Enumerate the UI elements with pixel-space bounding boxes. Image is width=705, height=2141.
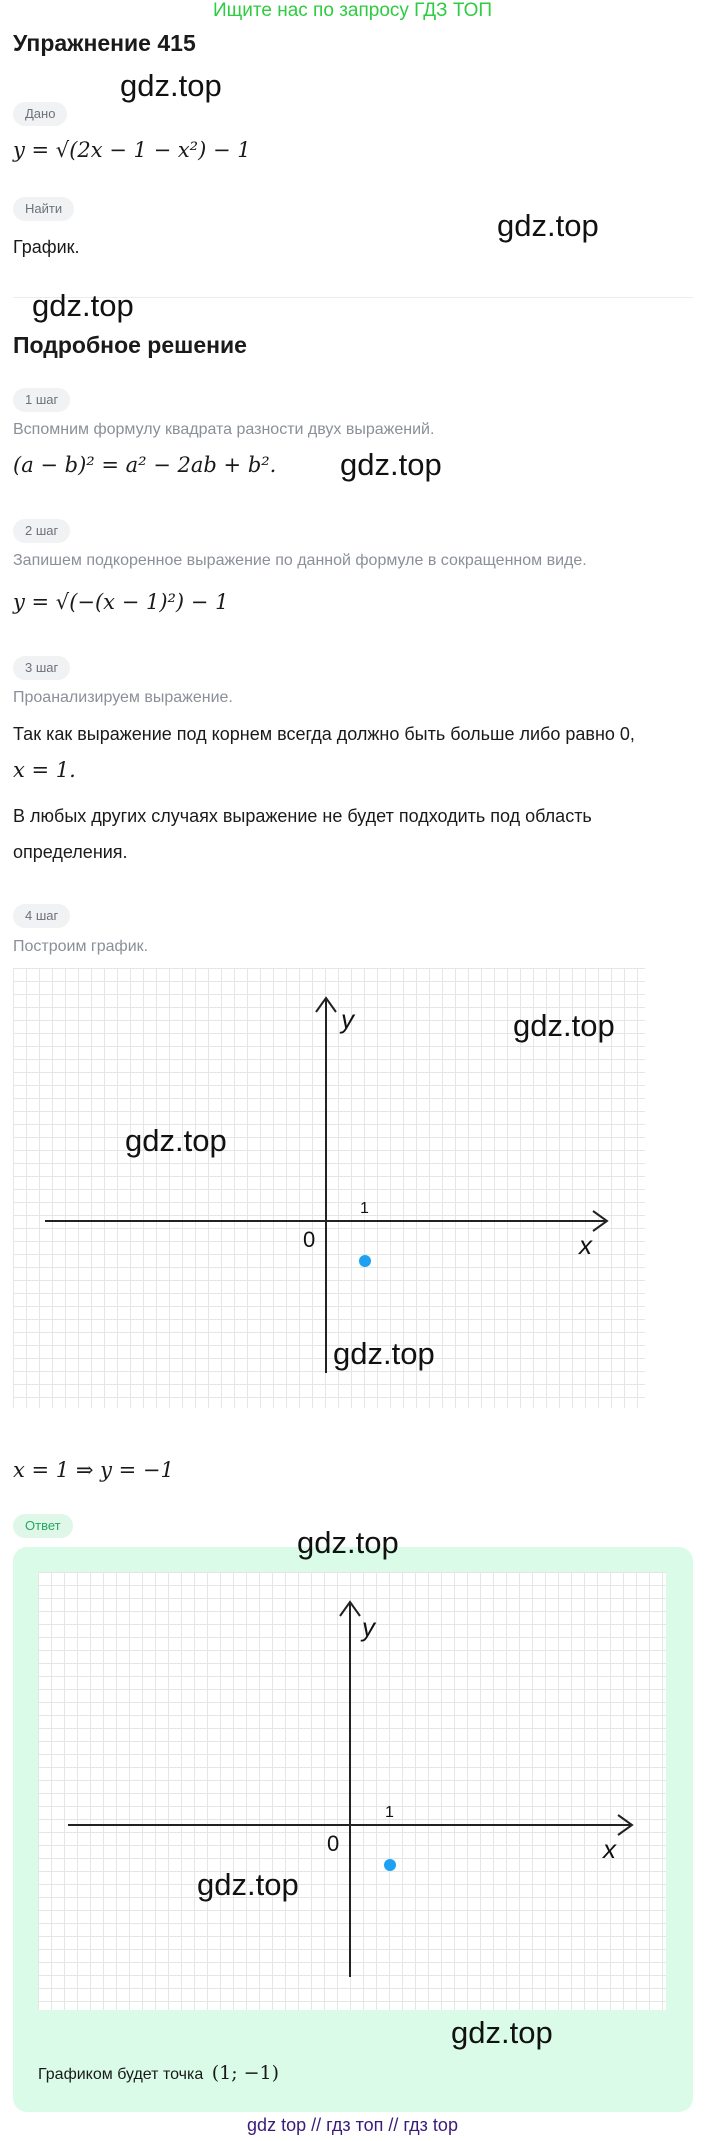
step-3-text-3: определения. [13,842,128,862]
step-1-chip: 1 шаг [13,388,70,412]
step-3-formula: x = 1. [13,758,76,782]
step-2-chip: 2 шаг [13,519,70,543]
answer-text: Графиком будет точка [38,2066,204,2083]
x-axis-label: x [603,1834,616,1864]
watermark: gdz.top [340,447,442,482]
watermark: gdz.top [32,288,134,323]
watermark: gdz.top [333,1336,435,1371]
step-3-text-2: В любых других случаях выражение не будет подходить под область [13,806,592,826]
answer-text-line [38,2062,279,2084]
answer-graph-axes [38,1572,666,2010]
step-3-text-1: Так как выражение под корнем всегда должно быть больше либо равно 0, [13,724,635,744]
step-2-note: Запишем подкоренное выражение по данной формуле в сокращенном виде. [13,552,587,569]
watermark: gdz.top [125,1123,227,1158]
graph-point [359,1255,371,1267]
y-axis-label: y [362,1612,375,1642]
tick-label: 1 [360,1200,369,1217]
step-3-note: Проанализируем выражение. [13,689,233,706]
footer-links[interactable]: gdz top // гдз топ // гдз top [247,2115,458,2135]
page-title: Упражнение 415 [13,30,196,56]
answer-chip: Ответ [13,1514,73,1538]
y-axis-label: y [341,1004,354,1034]
find-text: График. [13,237,80,257]
given-chip: Дано [13,102,67,126]
watermark: gdz.top [197,1867,299,1902]
watermark: gdz.top [513,1008,615,1043]
tick-label: 1 [385,1804,394,1821]
step-2-formula: y = √(−(x − 1)²) − 1 [13,590,229,614]
step-4-formula: x = 1 ⇒ y = −1 [13,1458,174,1482]
given-formula: y = √(2x − 1 − x²) − 1 [13,138,251,162]
graph-answer [38,1572,666,2010]
watermark: gdz.top [297,1525,399,1560]
step-1-formula: (a − b)² = a² − 2ab + b². [13,453,277,477]
answer-point: (1; −1) [211,2062,280,2084]
find-chip: Найти [13,197,74,221]
solution-title: Подробное решение [13,332,247,358]
step-3-chip: 3 шаг [13,656,70,680]
watermark: gdz.top [451,2015,553,2050]
origin-label: 0 [327,1831,340,1856]
step-1-note: Вспомним формулу квадрата разности двух выражений. [13,421,435,438]
step-4-note: Построим график. [13,938,149,955]
step-4-chip: 4 шаг [13,904,70,928]
graph-step-4 [13,968,645,1408]
x-axis-label: x [579,1230,592,1260]
graph-point [384,1859,396,1871]
watermark: gdz.top [497,208,599,243]
top-banner[interactable]: Ищите нас по запросу ГДЗ ТОП [212,0,493,21]
watermark: gdz.top [120,68,222,103]
origin-label: 0 [303,1227,316,1252]
